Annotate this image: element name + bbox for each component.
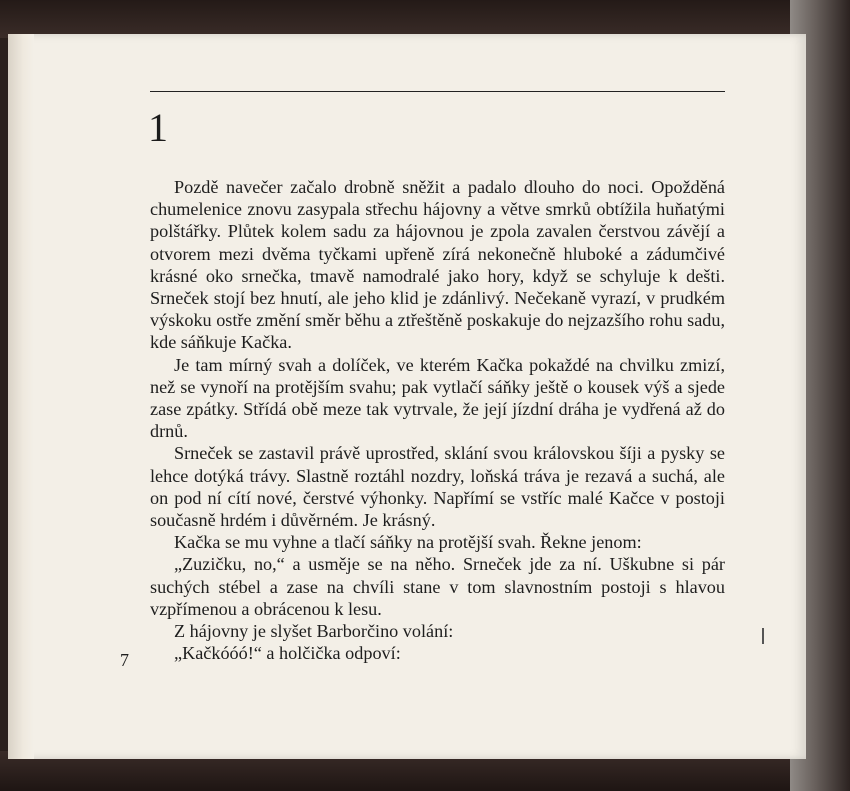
background-top [0, 0, 850, 38]
paragraph: Pozdě navečer začalo drobně sněžit a padalo dlouho do noci. Opožděná chumelenice znovu zasypala střechu hájovny a větve smrků obtížila huňatými polštářky. Plůtek kolem sadu za hájovnou je zpola zavalen čerstvou závějí a otvorem mezi dvěma tyčkami upřeně zírá nekonečně hluboké a zádumčivé krásné oko srnečka, tmavě namodralé jako hory, když se schyluje k dešti. Srneček stojí bez hnutí, ale jeho klid je zdánlivý. Nečekaně vyrazí, v prudkém výskoku ostře změní směr běhu a ztřeštěně poskakuje do nejzazšího rohu sadu, kde sáňkuje Kačka. [150, 177, 725, 353]
chapter-number: 1 [148, 105, 168, 150]
paragraph: Je tam mírný svah a dolíček, ve kterém Kačka pokaždé na chvilku zmizí, než se vynoří na protějším svahu; pak vytlačí sáňky ještě o kousek výš a sjede zase zpátky. Střídá obě meze tak vytrvale, že její jízdní dráha je vydřená až do drnů. [150, 354, 725, 442]
paragraph: Kačka se mu vyhne a tlačí sáňky na protější svah. Řekne jenom: [174, 532, 642, 553]
margin-mark [762, 628, 764, 644]
paragraph: „Kačkóóó!“ a holčička odpoví: [174, 643, 401, 664]
paragraph: Srneček se zastavil právě uprostřed, sklání svou královskou šíji a pysky se lehce dotýká trávy. Slastně roztáhl nozdry, loňská tráva je rezavá a suchá, ale on pod ní cítí nové, čerstvé výhonky. Napřímí se vstříc malé Kačce v postoji současně hrdém i důvěrném. Je krásný. [150, 443, 725, 531]
header-rule [150, 91, 725, 92]
paragraph: „Zuzičku, no,“ a usměje se na něho. Srneček jde za ní. Uškubne si pár suchých stébel a zase na chvíli stane v tom slavnostním postoji s hlavou vzpřímenou a obrácenou k lesu. [150, 554, 725, 619]
page-gutter [8, 34, 34, 759]
page-number: 7 [120, 650, 129, 670]
body-text [150, 176, 725, 664]
paragraph: Z hájovny je slyšet Barborčino volání: [174, 621, 454, 642]
